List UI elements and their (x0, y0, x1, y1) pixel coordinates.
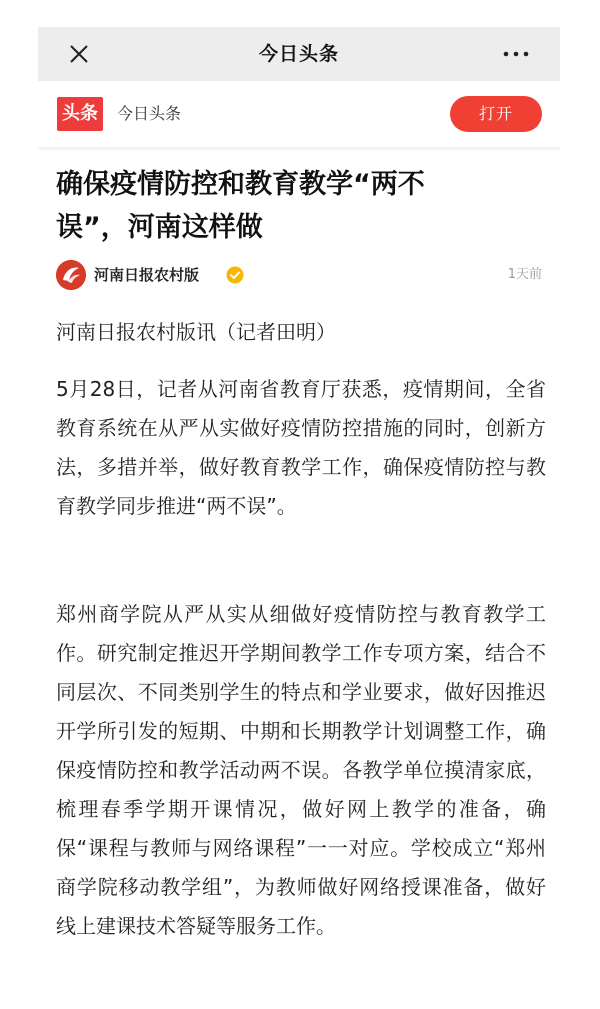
window-title: 今日头条 (258, 43, 339, 65)
app-name: 今日头条 (117, 104, 182, 123)
toutiao-logo: 头条 (57, 97, 103, 131)
verified-badge-icon (226, 266, 244, 284)
app-banner (38, 81, 560, 147)
author-avatar[interactable] (56, 260, 86, 290)
author-name[interactable]: 河南日报农村版 (94, 266, 200, 284)
author-row (56, 259, 542, 291)
title-bar (38, 27, 560, 81)
article-paragraph: 5月28日，记者从河南省教育厅获悉，疫情期间，全省教育系统在从严从实做好疫情防控措施的同时，创新方法，多措并举，做好教育教学工作，确保疫情防控与教育教学同步推进“两不误”。 (56, 377, 546, 518)
article-page (38, 27, 560, 1009)
article-paragraph: 郑州商学院从严从实从细做好疫情防控与教育教学工作。研究制定推迟开学期间教学工作专项方案，结合不同层次、不同类别学生的特点和学业要求，做好因推迟开学所引发的短期、中期和长期教学计划调整工作，确保疫情防控和教学活动两不误。各教学单位摸清家底，梳理春季学期开课情况，做好网上教学的准备，确保“课程与教师与网络课程”一一对应。学校成立“郑州商学院移动教学组”，为教师做好网络授课准备，做好线上建课技术答疑等服务工作。 (56, 602, 546, 938)
publish-time: 1天前 (507, 267, 542, 282)
article-headline: 确保疫情防控和教育教学“两不误”，河南这样做 (56, 169, 425, 243)
more-dots-icon[interactable] (502, 43, 530, 65)
open-app-button[interactable]: 打开 (450, 96, 542, 132)
article-paragraph: 河南日报农村版讯（记者田明） (56, 320, 336, 344)
